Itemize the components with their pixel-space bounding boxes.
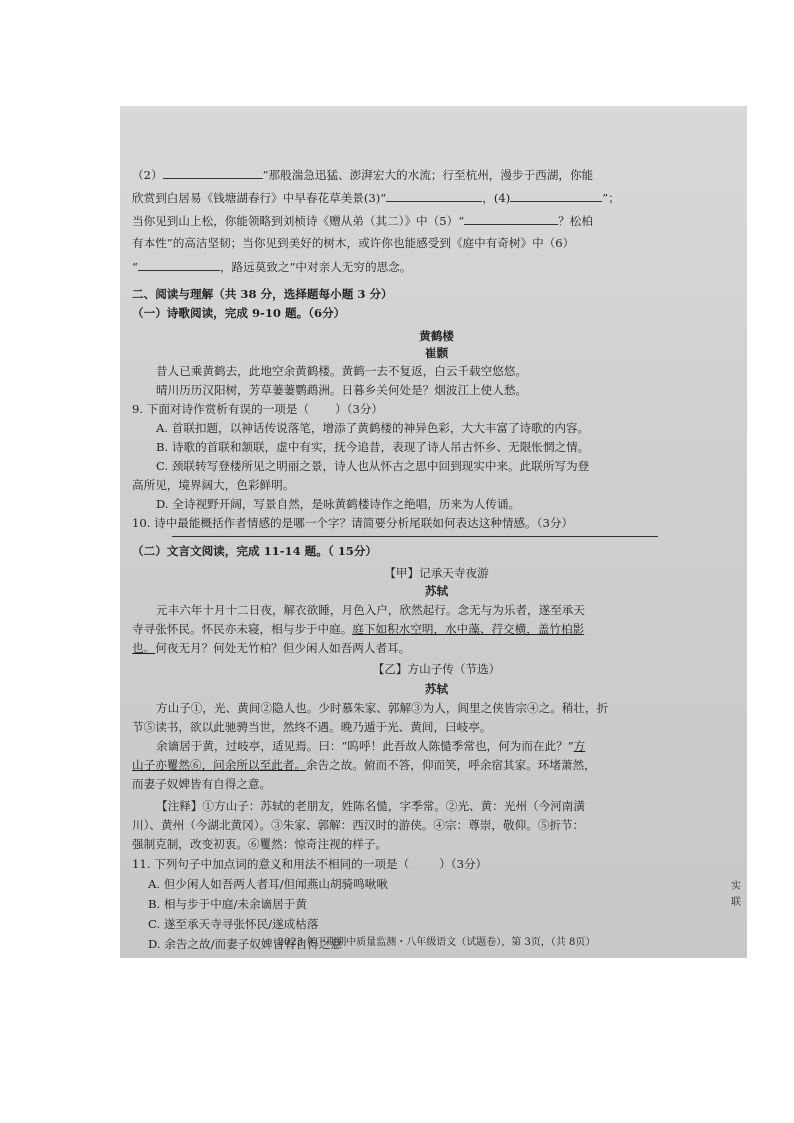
q9-stem: [132, 401, 741, 419]
q11-option-a: A. 但少闲人如吾两人者耳/但闻燕山胡骑鸣啾啾: [148, 877, 388, 891]
text: 9. 下面对诗作赏析有误的一项是（: [132, 402, 310, 416]
text: 当你见到山上松，你能领略到刘桢诗《赠从弟（其二）》中（5）“: [132, 214, 465, 228]
text-b-para-line-2: 节⑤读书，欲以此驰骋当世，然终不遇。晚乃遁于光、黄间，曰岐亭。: [132, 720, 492, 734]
poem-line-1: 昔人已乘黄鹤去，此地空余黄鹤楼。黄鹤一去不复返，白云千载空悠悠。: [156, 364, 528, 378]
blank-3[interactable]: [386, 189, 482, 202]
text-a-para-line-3: [132, 640, 741, 658]
header-question-line-5: [132, 258, 741, 277]
text: 余谪居于黄，过岐亭，适见焉。曰：“呜呼！此吾故人陈慥季常也，何为而在此？”: [156, 739, 574, 753]
text-a-title: 【甲】记承天寺夜游: [384, 566, 489, 580]
poem-title: 黄鹤楼: [419, 329, 454, 343]
notes-line-3: 强制克制，改变初衷。⑥矍然：惊奇注视的样子。: [132, 837, 388, 851]
text-b-para-line-3: [132, 738, 741, 756]
q11-option-c: C. 遂至承天寺寻张怀民/遂成枯落: [148, 917, 319, 931]
underlined-sentence: 庭下如积水空明，水中藻、荇交横，盖竹柏影: [352, 622, 585, 636]
notes-line-2: 川）、黄州（今湖北黄冈）。③朱家、郭解：西汉时的游侠。④宗：尊崇，敬仰。⑤折节：: [132, 818, 585, 832]
page-footer: 2023 年下期期中质量监测・八年级语文（试题卷），第 3页，（共 8页）: [277, 937, 596, 948]
q9-option-d: D. 全诗视野开阔，写景自然，是咏黄鹤楼诗作之绝唱，历来为人传诵。: [156, 497, 521, 511]
text: ？松柏: [558, 214, 593, 228]
text: 寺寻张怀民。怀民亦未寝，相与步于中庭。: [132, 622, 353, 636]
header-question-line-3: [132, 212, 741, 231]
text: ）（3分）: [439, 857, 488, 871]
blank-4[interactable]: [510, 189, 602, 202]
header-question-line-2: [132, 189, 741, 208]
text-b-para-line-4: [132, 757, 741, 775]
edge-mark-1: 实: [731, 881, 741, 892]
text: ）（3分）: [335, 402, 384, 416]
q11-option-b: B. 相与步于中庭/未余谪居于黄: [148, 897, 307, 911]
document-photo: [120, 106, 747, 958]
poem-line-2: 晴川历历汉阳树，芳草萋萋鹦鹉洲。日暮乡关何处是？烟波江上使人愁。: [156, 383, 528, 397]
section-2-title: 二、阅读与理解（共 38 分，选择题每小题 3 分）: [132, 287, 393, 301]
underlined-sentence: 也。: [132, 641, 156, 655]
q11-stem: [132, 856, 741, 874]
text-a-para-line-1: 元丰六年十月十二日夜，解衣欲睡，月色入户，欣然起行。念无与为乐者，遂至承天: [156, 603, 585, 617]
edge-mark-2: 联: [731, 897, 741, 908]
header-question-line-1: [132, 166, 741, 185]
text-a-author: 苏轼: [424, 584, 449, 598]
text-b-para-line-1: 方山子①，光、黄间②隐人也。少时慕朱家、郭解③为人，闾里之侠皆宗④之。稍壮，折: [156, 701, 609, 715]
q9-option-c-line-2: 高所见，境界阔大，色彩鲜明。: [132, 478, 295, 492]
poem-author: 崔颢: [424, 346, 449, 360]
text-a-para-line-2: [132, 621, 741, 639]
text: 余告之故。俯而不答，仰而笑，呼余宿其家。环堵萧然，: [305, 758, 596, 772]
exam-page: [132, 116, 741, 950]
q10-answer-line[interactable]: [172, 536, 658, 537]
q11-option-d: D. 余告之故/而妻子奴婢皆有自得之意: [148, 937, 343, 951]
text: （2）: [132, 168, 163, 182]
text: 欣赏到白居易《钱塘湖春行》中早春花草美景(3)“: [132, 191, 387, 205]
text: 何夜无月？何处无竹柏？但少闲人如吾两人者耳。: [155, 641, 411, 655]
notes-line-1: 【注释】①方山子：苏轼的老朋友，姓陈名慥，字季常。②光、黄：光州（今河南潢: [156, 799, 585, 813]
q9-option-c-line-1: C. 颈联转写登楼所见之明丽之景，诗人也从怀古之思中回到现实中来。此联所写为登: [156, 459, 590, 473]
text: ”那般湍急迅猛、澎湃宏大的水流；行至杭州，漫步于西湖，你能: [262, 168, 594, 182]
text: ”；: [602, 191, 620, 205]
blank-6[interactable]: [138, 258, 220, 271]
blank-2[interactable]: [163, 166, 263, 179]
q10-stem: 10. 诗中最能概括作者情感的是哪一个字？请简要分析尾联如何表达这种情感。（3分）: [132, 516, 574, 530]
text-b-author: 苏轼: [424, 682, 449, 696]
text: “: [132, 260, 138, 274]
text: ，路远莫致之”中对亲人无穷的思念。: [219, 260, 412, 274]
text-b-para-line-5: 而妻子奴婢皆有自得之意。: [132, 777, 272, 791]
underlined-sentence: 山子亦矍然⑥，问余所以至此者。: [132, 758, 306, 772]
q9-option-b: B. 诗歌的首联和颔联，虚中有实，抚今追昔，表现了诗人吊古怀乡、无限怅惘之情。: [156, 440, 590, 454]
part-1-title: （一）诗歌阅读，完成 9-10 题。（6分）: [132, 306, 346, 320]
header-question-line-4: 有本性”的高洁坚韧；当你见到美好的树木，或许你也能感受到《庭中有奇树》中（6）: [132, 236, 575, 250]
q9-option-a: A. 首联扣题，以神话传说落笔，增添了黄鹤楼的神异色彩，大大丰富了诗歌的内容。: [156, 421, 590, 435]
blank-5[interactable]: [464, 212, 558, 225]
text-b-title: 【乙】方山子传（节选）: [372, 662, 501, 676]
text: ，(4): [482, 191, 511, 205]
underlined-sentence: 方: [573, 739, 586, 753]
text: 11. 下列句子中加点词的意义和用法不相同的一项是（: [132, 857, 410, 871]
part-2-title: （二）文言文阅读，完成 11-14 题。（ 15分）: [132, 544, 378, 558]
